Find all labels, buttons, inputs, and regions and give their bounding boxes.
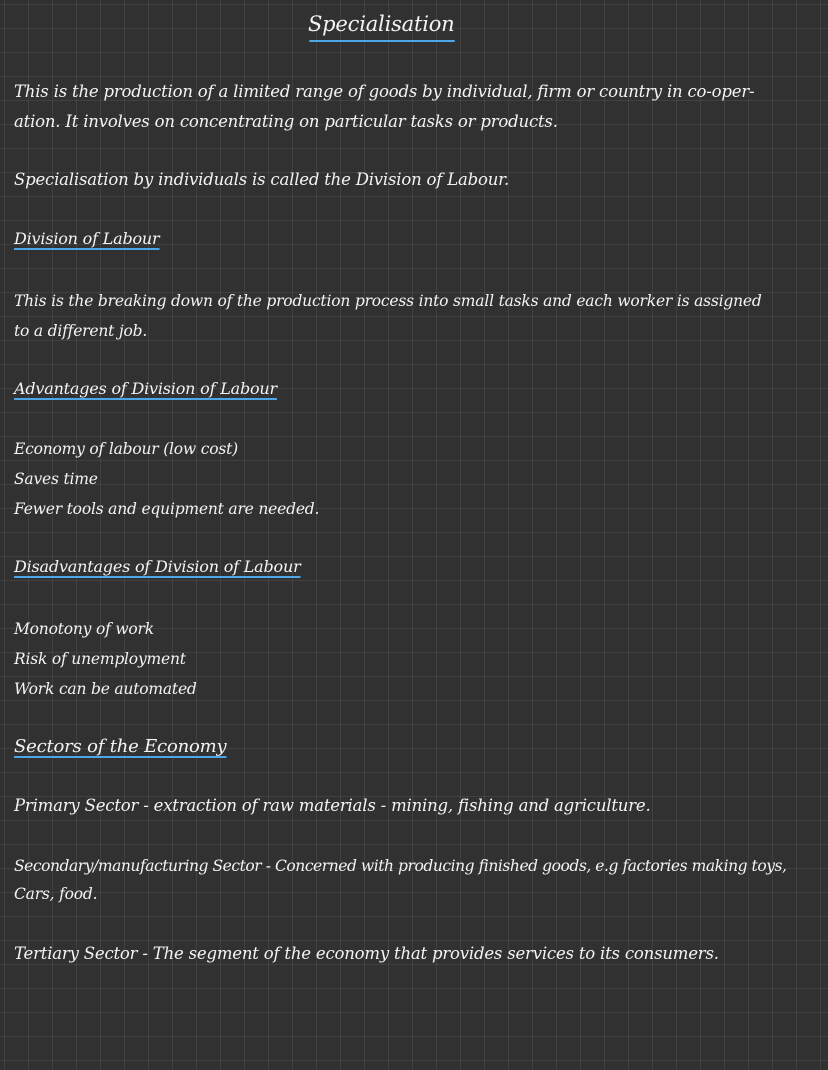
advantage-item: Economy of labour (low cost) [14, 440, 238, 458]
division-definition-line-2: to a different job. [14, 322, 148, 340]
secondary-sector-line-2: Cars, food. [14, 885, 98, 903]
page-title: Specialisation [308, 12, 455, 36]
secondary-sector-line-1: Secondary/manufacturing Sector - Concerned with producing finished goods, e.g factories making toys, [14, 857, 787, 875]
intro-line-1: This is the production of a limited range of goods by individual, firm or country in co-oper- [14, 82, 755, 101]
tertiary-sector: Tertiary Sector - The segment of the economy that provides services to its consumers. [14, 944, 719, 963]
division-heading: Division of Labour [14, 229, 160, 248]
disadvantage-item: Risk of unemployment [14, 650, 186, 668]
intro-line-2: ation. It involves on concentrating on particular tasks or products. [14, 112, 558, 131]
advantage-item: Fewer tools and equipment are needed. [14, 500, 320, 518]
disadvantage-item: Monotony of work [14, 620, 154, 638]
title-underline [309, 40, 455, 42]
primary-sector: Primary Sector - extraction of raw materials - mining, fishing and agriculture. [14, 796, 651, 815]
division-statement: Specialisation by individuals is called the Division of Labour. [14, 170, 510, 189]
advantages-heading: Advantages of Division of Labour [14, 379, 277, 398]
disadvantages-heading: Disadvantages of Division of Labour [14, 557, 301, 576]
disadvantage-item: Work can be automated [14, 680, 197, 698]
division-definition-line-1: This is the breaking down of the production process into small tasks and each worker is assigned [14, 292, 762, 310]
sectors-heading: Sectors of the Economy [14, 736, 227, 757]
advantage-item: Saves time [14, 470, 98, 488]
